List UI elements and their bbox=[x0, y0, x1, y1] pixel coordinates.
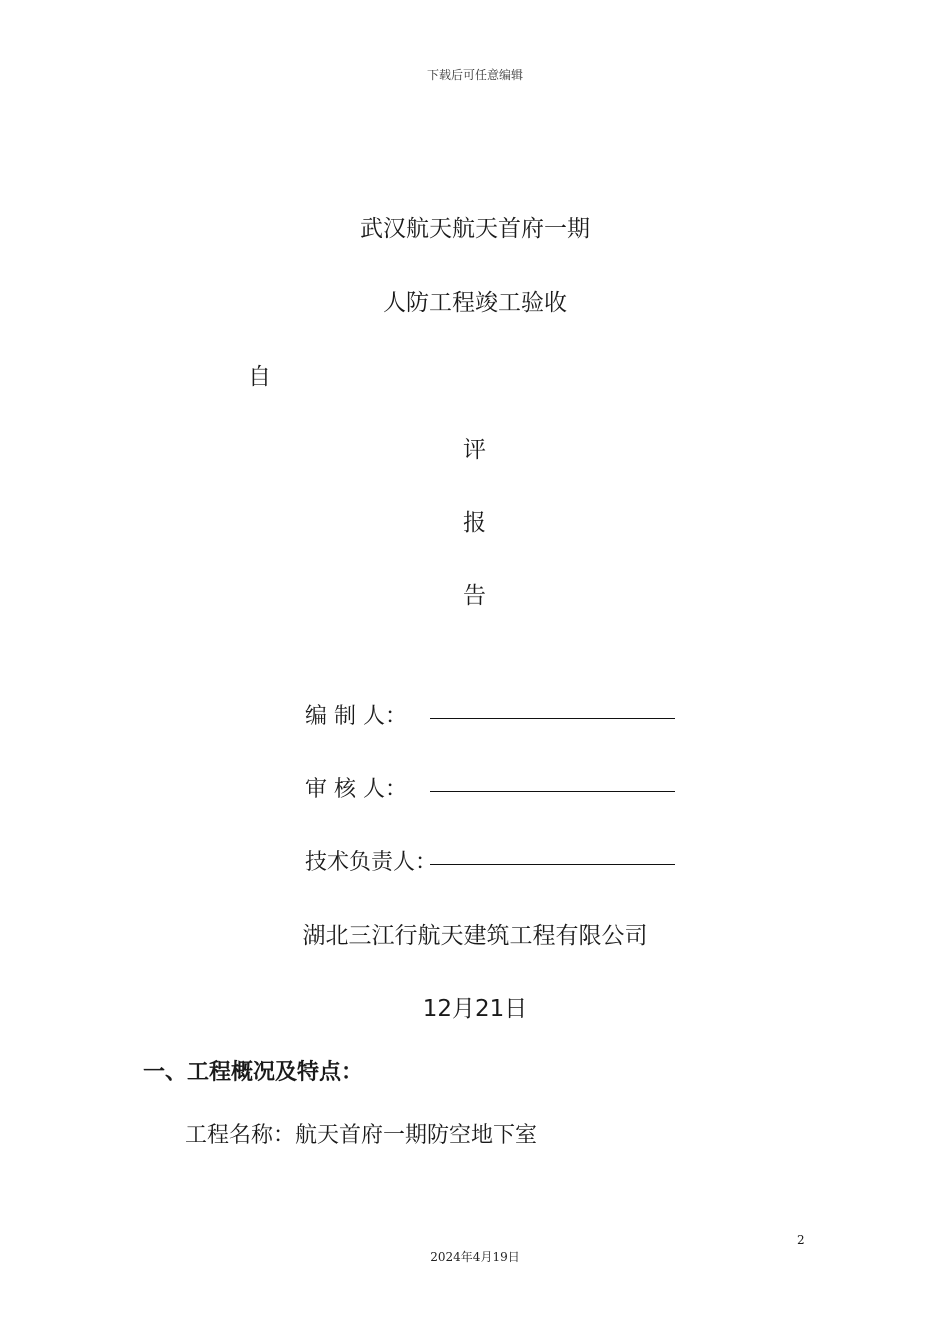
title-char-bao: 报 bbox=[463, 510, 486, 536]
compiler-label: 编 制 人： bbox=[305, 704, 407, 729]
reviewer-signature-line bbox=[430, 791, 675, 792]
page-number: 2 bbox=[797, 1233, 805, 1247]
page-header-note: 下载后可任意编辑 bbox=[426, 68, 523, 82]
footer-date: 2024年4月19日 bbox=[430, 1250, 520, 1264]
section-heading-overview: 一、工程概况及特点： bbox=[143, 1060, 364, 1085]
title-char-zi: 自 bbox=[248, 364, 271, 390]
company-name: 湖北三江行航天建筑工程有限公司 bbox=[302, 923, 648, 949]
technical-lead-signature-line bbox=[430, 864, 675, 865]
report-date: 12月21日 bbox=[422, 996, 528, 1022]
title-char-gao: 告 bbox=[463, 583, 486, 609]
technical-lead-label: 技术负责人： bbox=[305, 850, 438, 875]
report-title-line1: 武汉航天航天首府一期 bbox=[360, 216, 590, 242]
compiler-signature-line bbox=[430, 718, 675, 719]
reviewer-label: 审 核 人： bbox=[305, 777, 407, 802]
title-char-ping: 评 bbox=[463, 437, 486, 463]
project-name-line: 工程名称：航天首府一期防空地下室 bbox=[185, 1123, 538, 1148]
report-title-line2: 人防工程竣工验收 bbox=[383, 290, 567, 316]
